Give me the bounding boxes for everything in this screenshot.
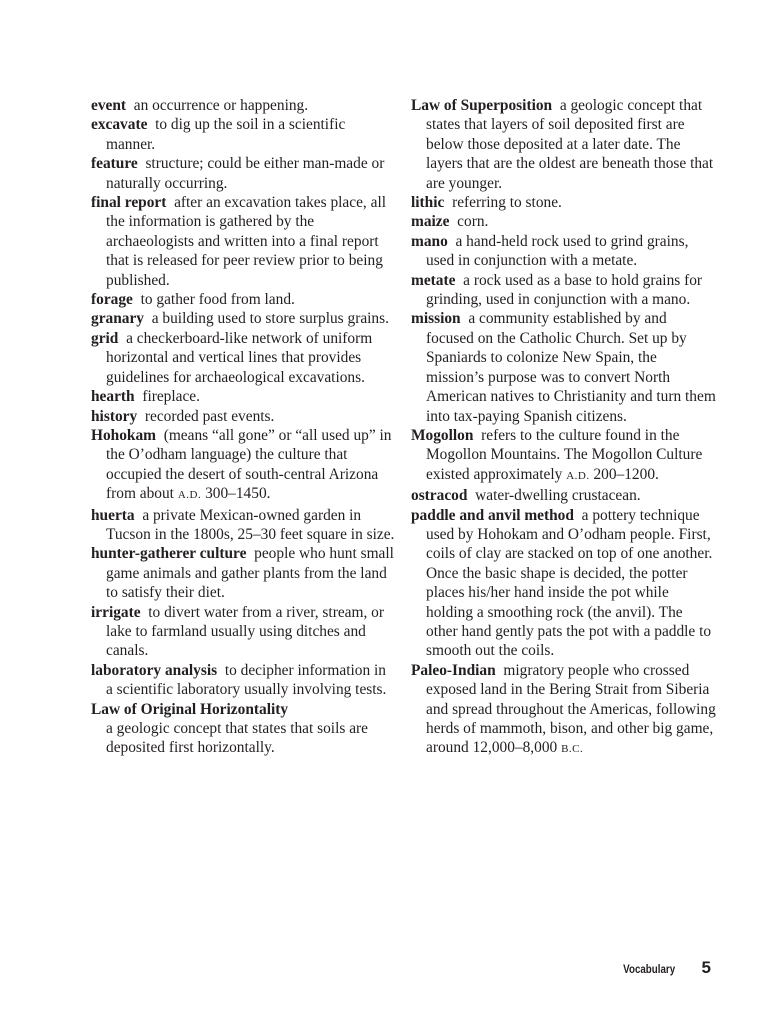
definition: a pottery technique used by Hohokam and O’odham people. First, coils of clay are stacked on top of one another. Once the basic shape is decided, the potter places his/her hand inside the pot while holding a smoothing rock (the anvil). The other hand gently pats the pot with a paddle to smooth out the coils. (426, 506, 713, 660)
glossary-entry (411, 96, 716, 193)
term: Hohokam (91, 426, 156, 444)
glossary-entry (411, 193, 716, 212)
term: mano (411, 232, 448, 250)
definition: to gather food from land. (140, 291, 295, 309)
term: excavate (91, 116, 148, 134)
term: mission (411, 310, 461, 328)
glossary-entry (91, 96, 396, 115)
glossary-entry (91, 661, 396, 700)
definition: a community established by and focused on the Catholic Church. Set up by Spaniards to colonize New Spain, the mission’s purpose was to convert North American natives to Christianity and turn them into tax-paying Spanish citizens. (426, 310, 716, 425)
definition: (means “all gone” or “all used up” in the O’odham language) the culture that occupied the desert of south-central Arizona from about (106, 426, 392, 503)
definition: an occurrence or happening. (133, 97, 309, 114)
glossary-entry (91, 154, 396, 193)
definition: migratory people who crossed exposed land in the Bering Strait from Siberia and spread throughout the Americas, following herds of mammoth, bison, and other big game, around 12,000–8,000 (426, 661, 716, 757)
definition: to dig up the soil in a scientific manner. (106, 116, 346, 153)
term: hearth (91, 388, 135, 406)
glossary-entry (91, 193, 396, 290)
definition: to divert water from a river, stream, or lake to farmland usually using ditches and canals. (106, 603, 384, 660)
definition: water-dwelling crustacean. (475, 487, 641, 505)
glossary-entry (411, 661, 716, 760)
term: ostracod (411, 487, 468, 505)
term: lithic (411, 194, 445, 212)
glossary-entry (411, 309, 716, 425)
glossary-entry (91, 506, 396, 545)
section-label: Vocabulary (623, 964, 676, 976)
term: hunter-gatherer culture (91, 545, 247, 563)
definition-continued: 300–1450. (205, 485, 271, 503)
term: Mogollon (411, 426, 474, 444)
glossary-entry (91, 407, 396, 426)
definition: people who hunt small game animals and gather plants from the land to satisfy their diet. (106, 545, 394, 602)
glossary-entry (411, 271, 716, 310)
glossary-entry (91, 115, 396, 154)
term: paddle and anvil method (411, 506, 574, 524)
glossary-left-column (91, 96, 396, 758)
glossary-right-column (411, 96, 716, 760)
definition: referring to stone. (452, 194, 562, 212)
era-abbreviation: A.D. (566, 469, 590, 482)
term: grid (91, 329, 119, 347)
term: history (91, 407, 138, 425)
glossary-entry (411, 212, 716, 231)
term: maize (411, 213, 450, 231)
glossary-entry (91, 387, 396, 406)
definition: a rock used as a base to hold grains for grinding, used in conjunction with a mano. (426, 271, 703, 309)
glossary-entry (411, 426, 716, 486)
definition-continued: 200–1200. (593, 465, 659, 483)
glossary-entry (411, 486, 716, 505)
term: feature (91, 155, 138, 173)
term: Law of Original Horizontality (91, 700, 289, 718)
glossary-entry (411, 232, 716, 271)
term: final report (91, 194, 167, 212)
term: metate (411, 271, 456, 289)
glossary-entry (91, 603, 396, 661)
term: Paleo-Indian (411, 661, 496, 679)
term: Law of Superposition (411, 97, 553, 114)
definition: a geologic concept that states that layers of soil deposited first are below those deposited at a later date. The layers that are the oldest are beneath those that are younger. (426, 97, 714, 192)
definition: refers to the culture found in the Mogollon Mountains. The Mogollon Culture existed approximately (426, 426, 703, 483)
definition: structure; could be either man-made or naturally occurring. (106, 155, 385, 192)
era-abbreviation: B.C. (561, 743, 584, 756)
glossary-entry (91, 309, 396, 328)
glossary-entry (91, 329, 396, 387)
term: granary (91, 310, 145, 328)
era-abbreviation: A.D. (177, 489, 202, 502)
glossary-entry (91, 544, 396, 602)
glossary-entry (411, 506, 716, 661)
definition: a geologic concept that states that soils are deposited first horizontally. (106, 720, 368, 757)
definition: after an excavation takes place, all the information is gathered by the archaeologists and written into a final report that is released for peer review prior to being published. (106, 194, 387, 289)
term: huerta (91, 506, 135, 524)
term: irrigate (91, 603, 141, 621)
definition: a hand-held rock used to grind grains, used in conjunction with a metate. (426, 232, 689, 270)
page-number: 5 (701, 958, 711, 977)
term: forage (91, 291, 133, 309)
glossary-entry (91, 700, 396, 758)
definition: to decipher information in a scientific laboratory usually involving tests. (106, 661, 387, 699)
page-footer (614, 958, 711, 978)
definition: corn. (457, 213, 489, 231)
term: laboratory analysis (91, 661, 218, 679)
definition: a checkerboard-like network of uniform horizontal and vertical lines that provides guidelines for archaeological excavations. (106, 329, 373, 386)
term: event (91, 97, 127, 114)
glossary-entry (91, 426, 396, 506)
definition: a private Mexican-owned garden in Tucson in the 1800s, 25–30 feet square in size. (106, 506, 395, 543)
glossary-entry (91, 290, 396, 309)
definition: a building used to store surplus grains. (151, 310, 389, 328)
definition: fireplace. (142, 388, 200, 406)
definition: recorded past events. (144, 407, 275, 425)
